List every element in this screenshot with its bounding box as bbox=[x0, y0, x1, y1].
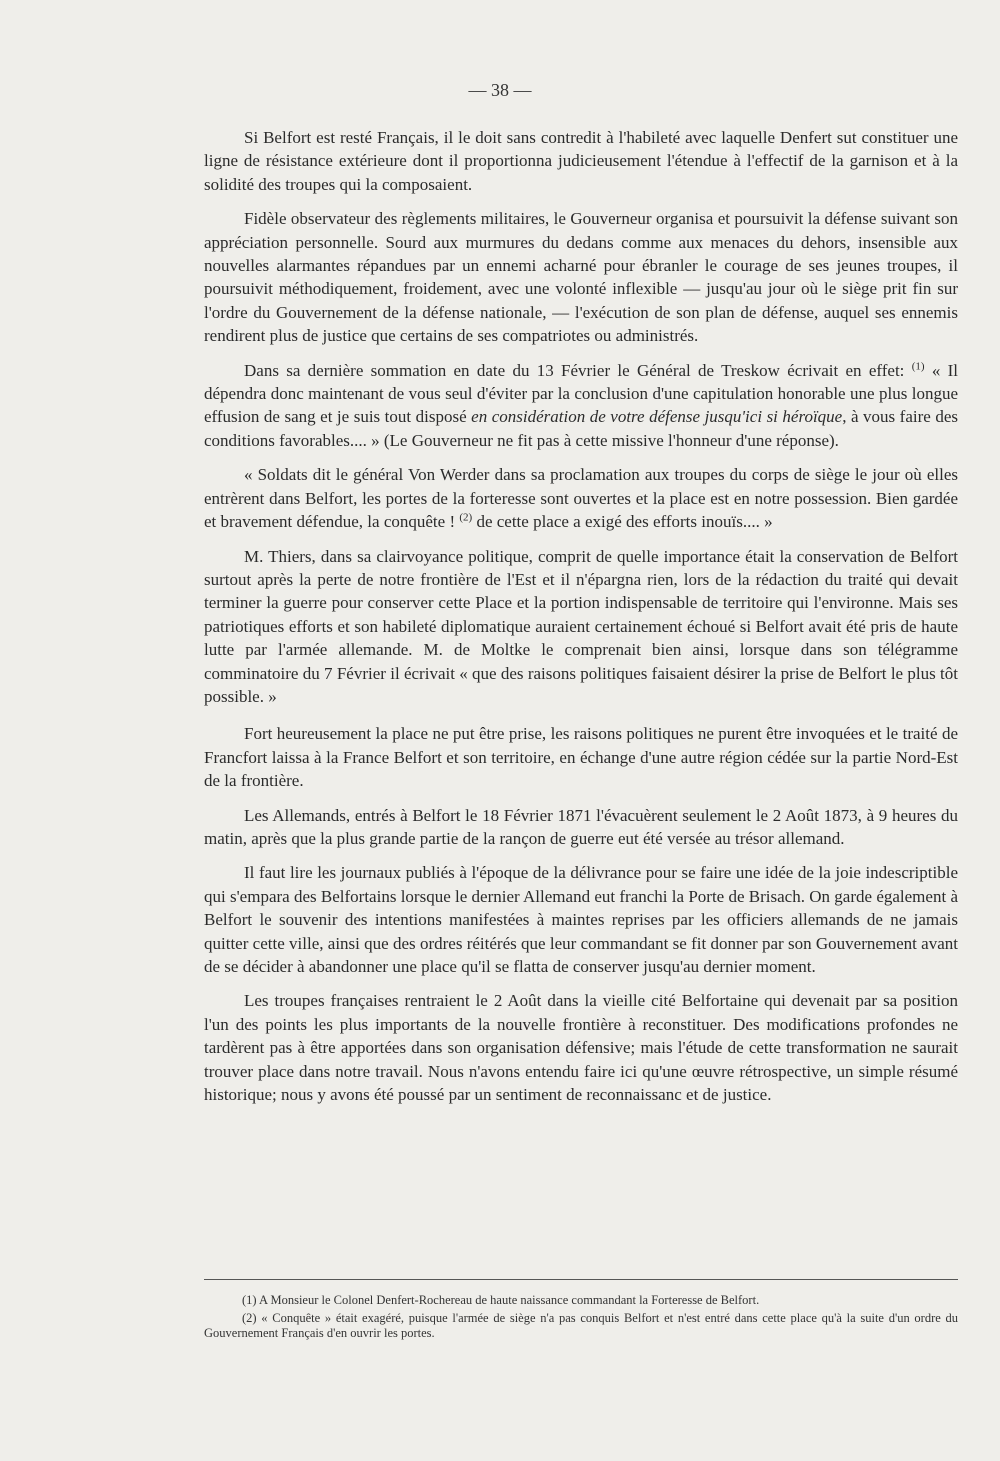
paragraph-3-part-b: « Il dépendra donc maintenant de vous seul d'éviter par la conclusion d'une capitulation honorable une plus longue effusion de sang et je suis tout disposé bbox=[204, 360, 958, 427]
footnote-ref-1: (1) bbox=[911, 360, 925, 372]
paragraph-9: Les troupes françaises rentraient le 2 Août dans la vieille cité Belfortaine qui devenait par sa position l'un des points les plus importants de la nouvelle frontière à reconstituer. Des modifications profondes ne tardèrent pas à être apportées dans son organisation défensive; mais l'étude de cette transformation ne saurait trouver place dans notre travail. Nous n'avons entendu faire ici qu'une œuvre rétrospective, un simple résumé historique; nous y avons été poussé par un sentiment de reconnaissanc et de justice. bbox=[204, 991, 958, 1105]
paragraph-8: Il faut lire les journaux publiés à l'époque de la délivrance pour se faire une idée de la joie indescriptible qui s'empara des Belfortains lorsque le dernier Allemand eut franchi la Porte de Brisach. On garde également à Belfort le souvenir des intentions manifestées à maintes reprises par les officiers allemands de ne jamais quitter cette ville, ainsi que des ordres réitérés que leur commandant se fit donner par son Gouvernement avant de se décider à abandonner une place qu'il se flatta de conserver jusqu'au dernier moment. bbox=[204, 863, 958, 976]
page-number: — 38 — bbox=[468, 80, 532, 100]
paragraph-5: M. Thiers, dans sa clairvoyance politique, comprit de quelle importance était la conservation de Belfort surtout après la perte de notre frontière de l'Est et il n'épargna rien, lors de la rédaction du traité qui devait terminer la guerre pour conserver cette Place et la portion indispensable de territoire qui l'environne. Mais ses patriotiques efforts et son habileté diplomatique auraient certainement échoué si Belfort avait été pris de haute lutte par l'armée allemande. M. de Moltke le comprenait bien ainsi, lorsque dans son télégramme comminatoire du 7 Février il écrivait « que des raisons politiques faisaient désirer la prise de Belfort le plus tôt possible. » bbox=[204, 546, 958, 706]
footnote-separator bbox=[204, 1279, 958, 1280]
paragraph-3-part-a: Dans sa dernière sommation en date du 13 Février le Général de Treskow écrivait en effet: bbox=[244, 360, 912, 380]
paragraph-3-part-c: , à vous faire des conditions favorables.... » (Le Gouverneur ne fit pas à cette missive l'honneur d'une réponse). bbox=[204, 407, 958, 450]
body-text bbox=[204, 126, 958, 1117]
paragraph-4-part-a: « Soldats dit le général Von Werder dans sa proclamation aux troupes du corps de siège le jour où elles entrèrent dans Belfort, les portes de la forteresse sont ouvertes et la place est en notre possession. Bien gardée et bravement défendue, la conquête ! bbox=[204, 465, 958, 532]
footnotes bbox=[204, 1293, 958, 1344]
footnote-ref-2: (2) bbox=[459, 511, 473, 524]
paragraph-6: Fort heureusement la place ne put être prise, les raisons politiques ne purent être invoquées et le traité de Francfort laissa à la France Belfort et son territoire, en échange d'une autre région cédée sur la partie Nord-Est de la frontière. bbox=[204, 724, 958, 791]
footnote-2: (2) « Conquête » était exagéré, puisque l'armée de siège n'a pas conquis Belfort et n'est entré dans cette place qu'à la suite d'un ordre du Gouvernement Français d'en ouvrir les portes. bbox=[204, 1311, 958, 1340]
paragraph-1: Si Belfort est resté Français, il le doit sans contredit à l'habileté avec laquelle Denfert sut constituer une ligne de résistance extérieure dont il proportionna judicieusement l'étendue à l'effectif de la garnison et à la solidité des troupes qui la composaient. bbox=[204, 128, 958, 194]
paragraph-4 bbox=[204, 463, 958, 533]
footnote-1: (1) A Monsieur le Colonel Denfert-Rochereau de haute naissance commandant la Forteresse de Belfort. bbox=[242, 1293, 760, 1307]
paragraph-2: Fidèle observateur des règlements militaires, le Gouverneur organisa et poursuivit la défense suivant son appréciation personnelle. Sourd aux murmures du dedans comme aux menaces du dehors, insensible aux nouvelles alarmantes répandues par un ennemi acharné pour ébranler le courage de ses jeunes troupes, il poursuivit méthodiquement, froidement, avec une volonté inflexible — jusqu'au jour où le siège prit fin sur l'ordre du Gouvernement de la défense nationale, — l'exécution de son plan de défense, auquel ses ennemis rendirent plus de justice que certains de ses compatriotes ou administrés. bbox=[204, 209, 958, 346]
paragraph-3-italic: en considération de votre défense jusqu'ici si héroïque bbox=[471, 407, 843, 427]
paragraph-7: Les Allemands, entrés à Belfort le 18 Février 1871 l'évacuèrent seulement le 2 Août 1873, à 9 heures du matin, après que la plus grande partie de la rançon de guerre eut été versée au trésor allemand. bbox=[204, 805, 958, 848]
paragraph-3 bbox=[204, 359, 958, 453]
paragraph-4-part-b: de cette place a exigé des efforts inouïs.... » bbox=[472, 512, 773, 532]
